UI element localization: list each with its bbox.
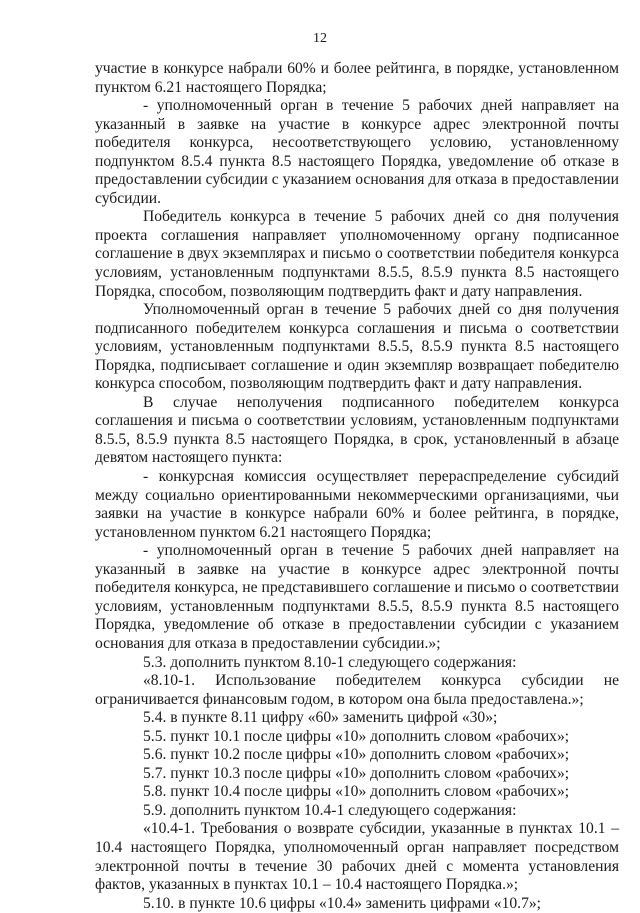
paragraph-10: 5.4. в пункте 8.11 цифру «60» заменить цифрой «30»; [143, 709, 498, 727]
paragraph-17: 5.10. в пункте 10.6 цифры «10.4» заменить цифрами «10.7»; [143, 894, 541, 912]
paragraph-1: участие в конкурсе набрали 60% и более рейтинга, в порядке, установленном пунктом 6.21 настоящего Порядка; [95, 60, 619, 96]
paragraph-8: 5.3. дополнить пунктом 8.10-1 следующего содержания: [143, 653, 517, 671]
paragraph-12: 5.6. пункт 10.2 после цифры «10» дополнить словом «рабочих»; [143, 746, 570, 764]
document-body [95, 60, 619, 913]
paragraph-3: Победитель конкурса в течение 5 рабочих дней со дня получения проекта соглашения направляет уполномоченному органу подписанное соглашение в двух экземплярах и письмо о соответствии победителя конкурса условиям, установленным подпунктами 8.5.5, 8.5.9 пункта 8.5 настоящего Порядка, способом, позволяющим подтвердить факт и дату направления. [95, 208, 619, 300]
paragraph-5: В случае неполучения подписанного победителем конкурса соглашения и письма о соответствии условиям, установленным подпунктами 8.5.5, 8.5.9 пункта 8.5 настоящего Порядка, в срок, установленный в абзаце девятом настоящего пункта: [95, 393, 619, 467]
paragraph-14: 5.8. пункт 10.4 после цифры «10» дополнить словом «рабочих»; [143, 783, 570, 801]
page-number: 12 [313, 31, 327, 46]
paragraph-15: 5.9. дополнить пунктом 10.4-1 следующего содержания: [143, 801, 517, 819]
paragraph-11: 5.5. пункт 10.1 после цифры «10» дополнить словом «рабочих»; [143, 727, 570, 745]
paragraph-2: - уполномоченный орган в течение 5 рабочих дней направляет на указанный в заявке на участие в конкурсе адрес электронной почты победителя конкурса, несоответствующего условию, установленному подпунктом 8.5.4 пункта 8.5 настоящего Порядка, уведомление об отказе в предоставлении субсидии с указанием основания для отказа в предоставлении субсидии. [95, 97, 619, 207]
paragraph-4: Уполномоченный орган в течение 5 рабочих дней со дня получения подписанного победителем конкурса соглашения и письма о соответствии условиям, установленным подпунктами 8.5.5, 8.5.9 пункта 8.5 настоящего Порядка, подписывает соглашение и один экземпляр возвращает победителю конкурса способом, позволяющим подтвердить факт и дату направления. [95, 301, 619, 393]
paragraph-6: - конкурсная комиссия осуществляет перераспределение субсидий между социально ориентированными некоммерческими организациями, чьи заявки на участие в конкурсе набрали 60% и более рейтинга, в порядке, установленном пунктом 6.21 настоящего Порядка; [95, 468, 619, 541]
paragraph-13: 5.7. пункт 10.3 после цифры «10» дополнить словом «рабочих»; [143, 764, 570, 782]
paragraph-16: «10.4-1. Требования о возврате субсидии, указанные в пунктах 10.1 – 10.4 настоящего Порядка, уполномоченный орган направляет посредством электронной почты в течение 30 рабочих дней с момента установления фактов, указанных в пунктах 10.1 – 10.4 настоящего Порядка.»; [95, 820, 619, 894]
paragraph-7: - уполномоченный орган в течение 5 рабочих дней направляет на указанный в заявке на участие в конкурсе адрес электронной почты победителя конкурса, не представившего соглашение и письмо о соответствии условиям, установленным подпунктами 8.5.5, 8.5.9 пункта 8.5 настоящего Порядка, уведомление об отказе в предоставлении субсидии с указанием основания для отказа в предоставлении субсидии.»; [95, 542, 619, 652]
paragraph-9: «8.10-1. Использование победителем конкурса субсидии не ограничивается финансовым годом, в котором она была предоставлена.»; [95, 672, 619, 708]
